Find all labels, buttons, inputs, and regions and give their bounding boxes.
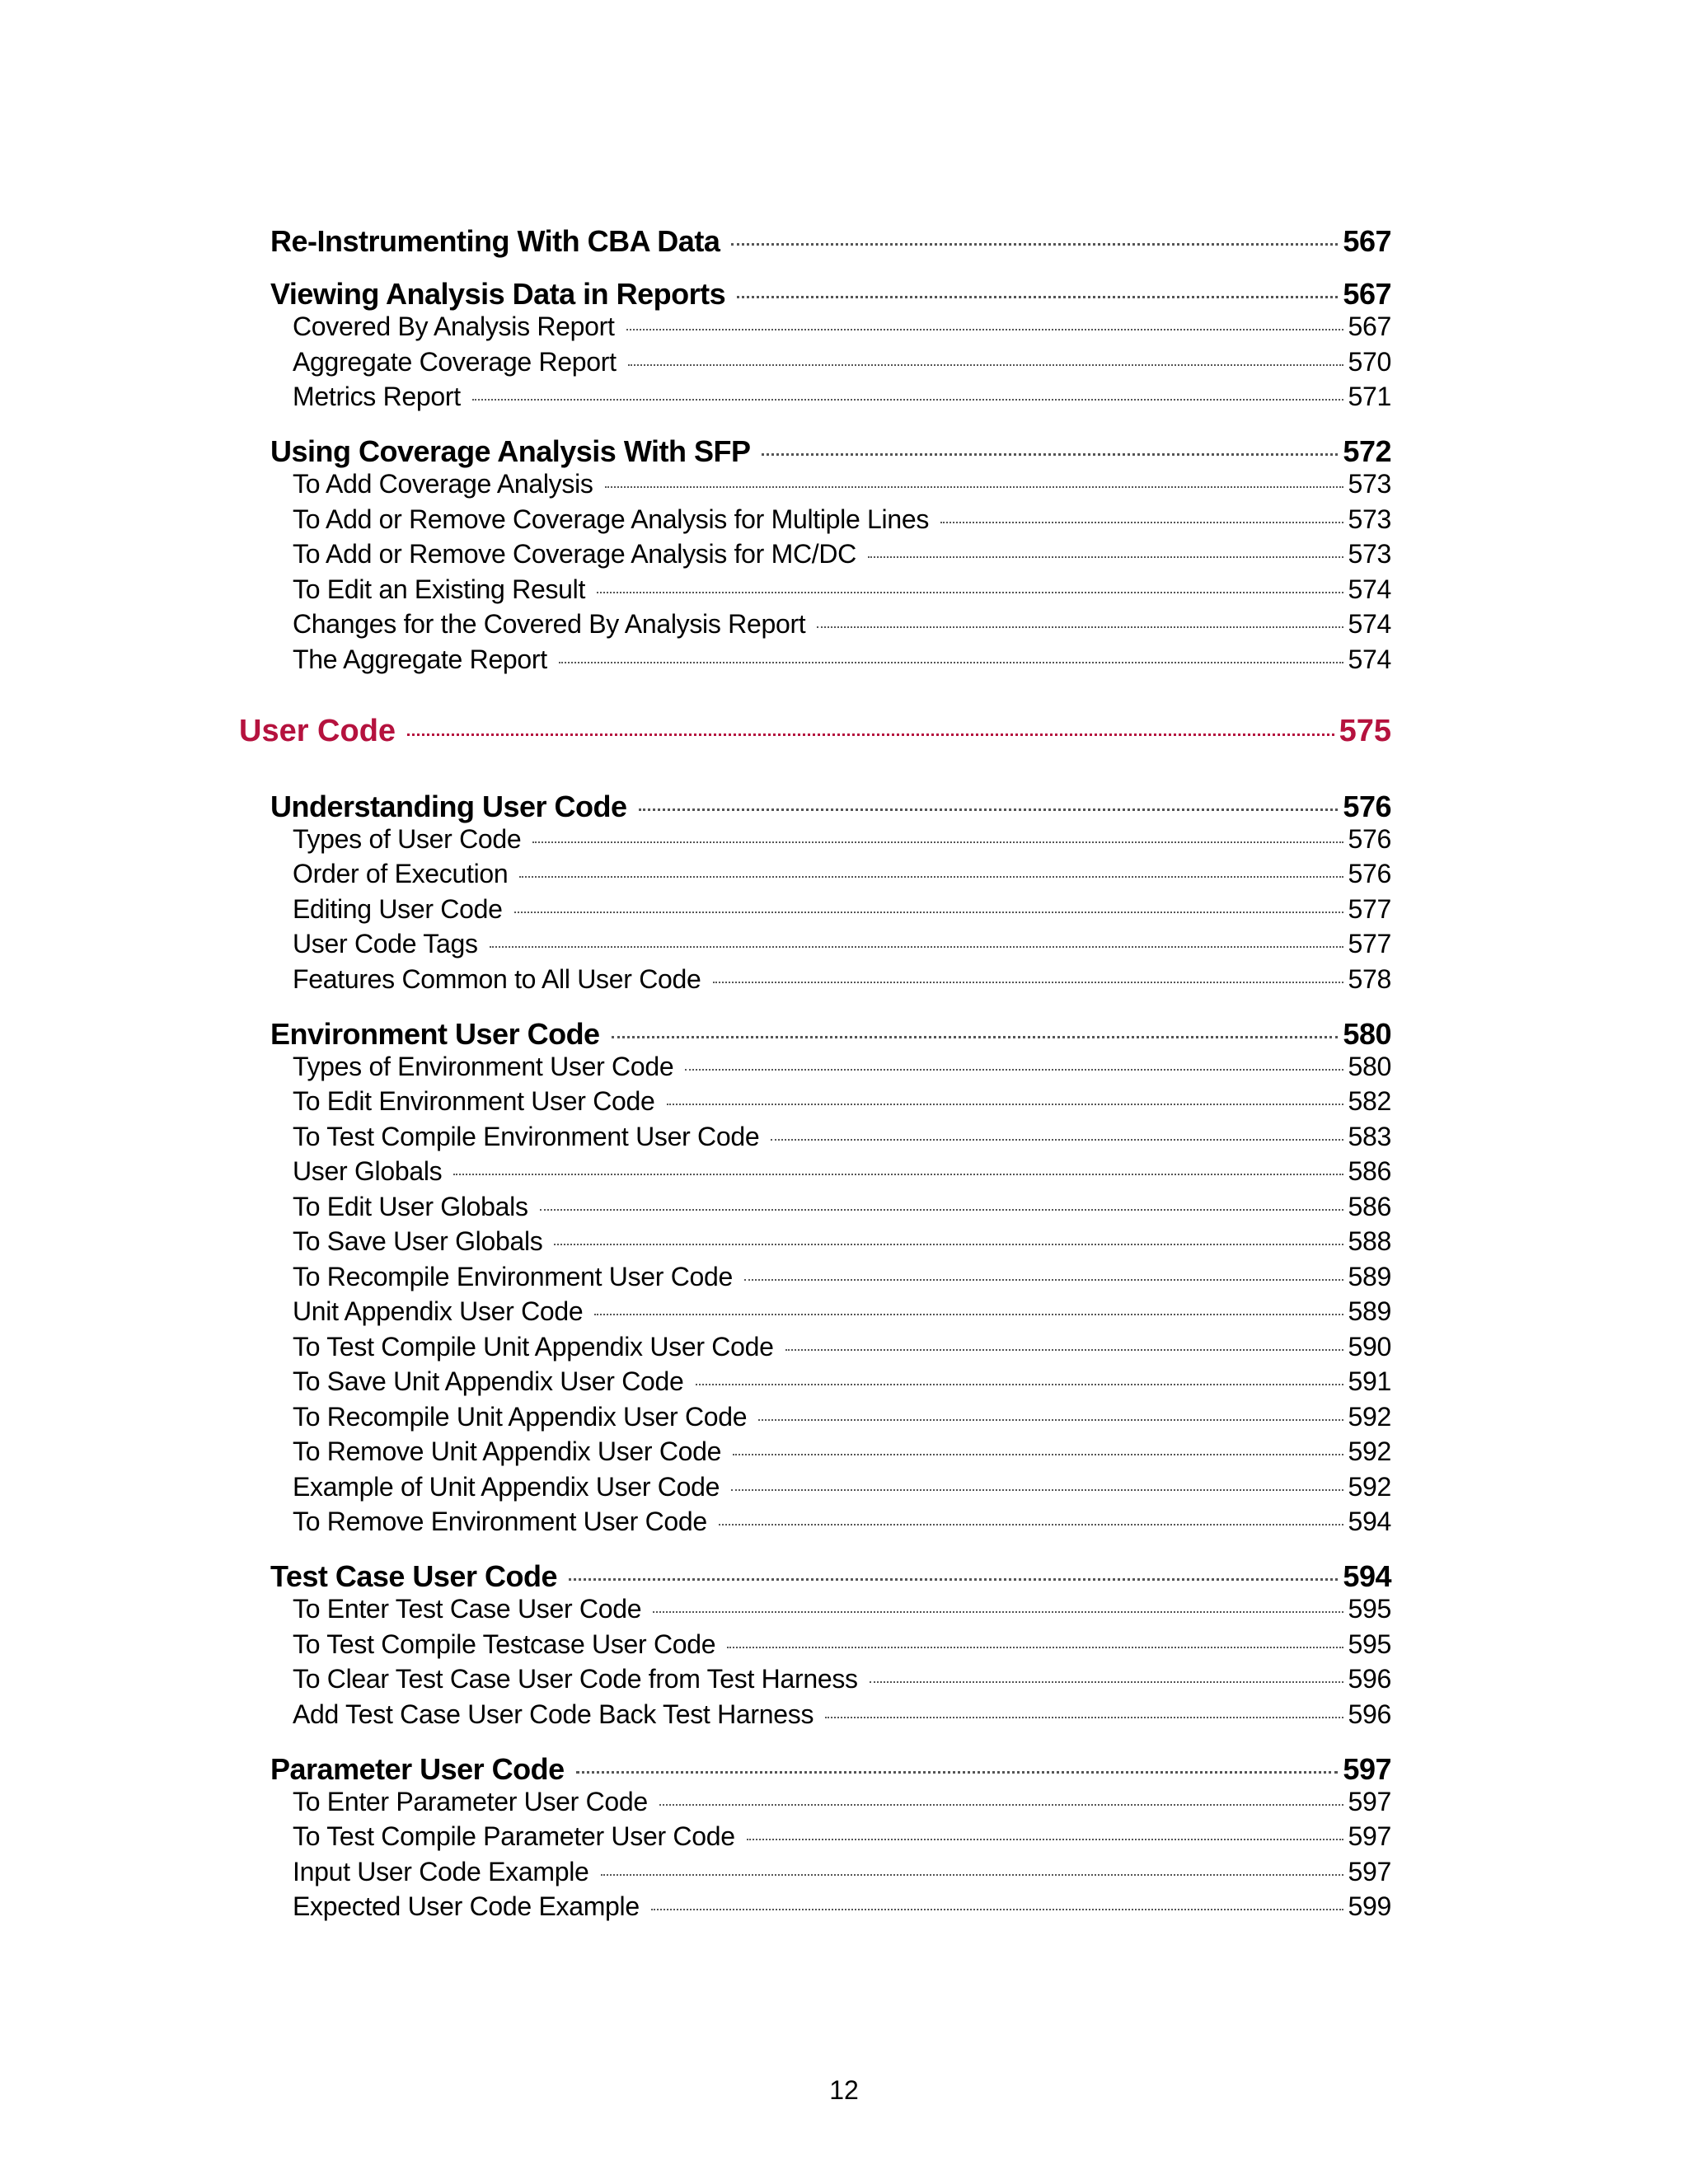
toc-subsection-entry[interactable] xyxy=(293,859,1391,889)
toc-entry-page: 586 xyxy=(1348,1156,1391,1186)
toc-subsection-entry[interactable] xyxy=(293,964,1391,995)
toc-entry-title: User Code Tags xyxy=(293,929,478,958)
toc-section-entry[interactable] xyxy=(270,1752,1391,1787)
dot-leader xyxy=(639,808,1339,811)
toc-subsection-entry[interactable] xyxy=(293,1787,1391,1817)
dot-leader xyxy=(825,1717,1343,1718)
toc-entry-page: 583 xyxy=(1348,1121,1391,1151)
toc-subsection-entry[interactable] xyxy=(293,347,1391,377)
toc-subsection-entry[interactable] xyxy=(293,1122,1391,1152)
toc-entry-page: 597 xyxy=(1348,1856,1391,1886)
dot-leader xyxy=(785,1349,1343,1351)
dot-leader xyxy=(659,1804,1343,1806)
toc-subsection-entry[interactable] xyxy=(293,1507,1391,1537)
toc-chapter-entry[interactable] xyxy=(239,714,1391,749)
toc-entry-title: To Edit Environment User Code xyxy=(293,1086,655,1116)
dot-leader xyxy=(747,1839,1343,1840)
toc-entry-title: Parameter User Code xyxy=(270,1751,565,1786)
toc-subsection-entry[interactable] xyxy=(293,1436,1391,1467)
toc-entry-title: To Recompile Environment User Code xyxy=(293,1261,734,1291)
dot-leader xyxy=(569,1578,1338,1581)
toc-entry-page: 592 xyxy=(1348,1471,1391,1502)
toc-subsection-entry[interactable] xyxy=(293,1086,1391,1117)
toc-entry-page: 591 xyxy=(1348,1366,1391,1396)
toc-entry-title: Using Coverage Analysis With SFP xyxy=(270,434,751,468)
toc-subsection-entry[interactable] xyxy=(293,1594,1391,1624)
toc-subsection-entry[interactable] xyxy=(293,929,1391,959)
toc-subsection-entry[interactable] xyxy=(293,504,1391,535)
toc-entry-page: 594 xyxy=(1348,1507,1391,1536)
toc-subsection-entry[interactable] xyxy=(293,312,1391,342)
dot-leader xyxy=(727,1647,1343,1648)
dot-leader xyxy=(696,1384,1343,1385)
toc-entry-title: To Recompile Unit Appendix User Code xyxy=(293,1401,748,1432)
toc-entry-page: 595 xyxy=(1348,1594,1391,1624)
dot-leader xyxy=(713,982,1343,983)
dot-leader xyxy=(490,946,1343,948)
dot-leader xyxy=(758,1419,1343,1421)
dot-leader xyxy=(540,1209,1343,1211)
toc-entry-title: To Enter Test Case User Code xyxy=(293,1594,642,1624)
toc-entry-title: To Test Compile Testcase User Code xyxy=(293,1629,716,1659)
toc-entry-title: Expected User Code Example xyxy=(293,1891,640,1921)
toc-entry-title: Aggregate Coverage Report xyxy=(293,346,617,377)
toc-entry-title: Metrics Report xyxy=(293,382,461,411)
dot-leader xyxy=(594,1314,1343,1315)
toc-entry-page: 574 xyxy=(1348,574,1391,604)
toc-entry-page: 571 xyxy=(1348,382,1391,411)
toc-entry-page: 582 xyxy=(1348,1086,1391,1116)
toc-subsection-entry[interactable] xyxy=(293,824,1391,855)
toc-section-entry[interactable] xyxy=(270,1559,1391,1594)
toc-entry-title: Order of Execution xyxy=(293,859,509,888)
toc-entry-title: Test Case User Code xyxy=(270,1559,557,1593)
toc-entry-title: To Save User Globals xyxy=(293,1226,543,1256)
toc-entry-page: 576 xyxy=(1348,823,1391,854)
toc-subsection-entry[interactable] xyxy=(293,1262,1391,1292)
dot-leader xyxy=(407,733,1334,736)
toc-entry-page: 589 xyxy=(1348,1296,1391,1326)
toc-entry-page: 592 xyxy=(1348,1401,1391,1432)
toc-entry-page: 572 xyxy=(1343,434,1391,468)
toc-entry-title: Changes for the Covered By Analysis Report xyxy=(293,609,806,639)
toc-entry-title: Covered By Analysis Report xyxy=(293,312,615,341)
toc-subsection-entry[interactable] xyxy=(293,1699,1391,1730)
toc-section-entry[interactable] xyxy=(270,1017,1391,1052)
dot-leader xyxy=(597,592,1343,593)
toc-entry-title: Understanding User Code xyxy=(270,789,627,823)
toc-entry-page: 577 xyxy=(1348,929,1391,958)
toc-subsection-entry[interactable] xyxy=(293,1226,1391,1257)
dot-leader xyxy=(870,1681,1343,1683)
toc-entry-title: To Test Compile Parameter User Code xyxy=(293,1821,735,1851)
dot-leader xyxy=(731,1489,1343,1491)
toc-subsection-entry[interactable] xyxy=(293,1366,1391,1397)
toc-entry-page: 567 xyxy=(1348,312,1391,341)
dot-leader xyxy=(532,841,1343,843)
toc-entry-title: To Edit User Globals xyxy=(293,1191,528,1221)
toc-subsection-entry[interactable] xyxy=(293,1629,1391,1660)
toc-entry-title: Example of Unit Appendix User Code xyxy=(293,1471,720,1502)
toc-section-entry[interactable] xyxy=(270,277,1391,312)
dot-leader xyxy=(940,522,1343,523)
toc-entry-title: Environment User Code xyxy=(270,1016,600,1051)
dot-leader xyxy=(514,912,1343,913)
toc-subsection-entry[interactable] xyxy=(293,1052,1391,1082)
dot-leader xyxy=(653,1611,1343,1613)
toc-entry-page: 586 xyxy=(1348,1191,1391,1221)
toc-entry-page: 590 xyxy=(1348,1331,1391,1361)
toc-entry-title: To Add or Remove Coverage Analysis for MC/DC xyxy=(293,539,856,569)
toc-entry-page: 573 xyxy=(1348,504,1391,534)
dot-leader xyxy=(762,453,1338,456)
dot-leader xyxy=(453,1174,1343,1175)
toc-subsection-entry[interactable] xyxy=(293,1402,1391,1432)
toc-entry-title: To Remove Unit Appendix User Code xyxy=(293,1436,722,1466)
toc-entry-page: 567 xyxy=(1343,224,1391,258)
toc-subsection-entry[interactable] xyxy=(293,1296,1391,1327)
dot-leader xyxy=(559,662,1343,663)
dot-leader xyxy=(472,399,1343,401)
toc-entry-page: 589 xyxy=(1348,1261,1391,1291)
dot-leader xyxy=(554,1244,1343,1245)
toc-entry-page: 597 xyxy=(1348,1821,1391,1851)
toc-entry-page: 576 xyxy=(1343,789,1391,823)
dot-leader xyxy=(626,329,1343,330)
toc-subsection-entry[interactable] xyxy=(293,539,1391,569)
toc-subsection-entry[interactable] xyxy=(293,1891,1391,1922)
dot-leader xyxy=(605,486,1343,488)
toc-subsection-entry[interactable] xyxy=(293,1472,1391,1502)
toc-entry-page: 580 xyxy=(1343,1016,1391,1051)
toc-entry-page: 577 xyxy=(1348,893,1391,924)
toc-entry-title: To Add or Remove Coverage Analysis for Multiple Lines xyxy=(293,504,930,534)
toc-entry-page: 596 xyxy=(1348,1699,1391,1729)
toc-entry-title: User Code xyxy=(239,713,396,748)
dot-leader xyxy=(737,296,1338,298)
toc-entry-page: 570 xyxy=(1348,346,1391,377)
dot-leader xyxy=(601,1874,1343,1876)
toc-entry-page: 574 xyxy=(1348,609,1391,639)
toc-subsection-entry[interactable] xyxy=(293,1156,1391,1187)
dot-leader xyxy=(628,364,1343,366)
dot-leader xyxy=(667,1104,1343,1105)
toc-section-entry[interactable] xyxy=(270,434,1391,469)
toc-subsection-entry[interactable] xyxy=(293,644,1391,675)
dot-leader xyxy=(612,1036,1339,1038)
toc-entry-page: 576 xyxy=(1348,859,1391,888)
toc-entry-title: To Add Coverage Analysis xyxy=(293,469,593,499)
toc-subsection-entry[interactable] xyxy=(293,609,1391,640)
toc-entry-title: Unit Appendix User Code xyxy=(293,1296,584,1326)
toc-entry-title: Input User Code Example xyxy=(293,1856,589,1886)
toc-entry-title: Re-Instrumenting With CBA Data xyxy=(270,224,720,258)
toc-subsection-entry[interactable] xyxy=(293,1857,1391,1887)
toc-entry-page: 574 xyxy=(1348,644,1391,674)
toc-entry-page: 596 xyxy=(1348,1664,1391,1694)
dot-leader xyxy=(719,1524,1343,1526)
toc-entry-title: Types of User Code xyxy=(293,823,522,854)
toc-section-entry[interactable] xyxy=(270,224,1391,259)
toc-section-entry[interactable] xyxy=(270,790,1391,824)
toc-entry-title: To Clear Test Case User Code from Test Harness xyxy=(293,1664,858,1694)
toc-entry-title: To Edit an Existing Result xyxy=(293,574,586,604)
toc-entry-title: To Remove Environment User Code xyxy=(293,1507,707,1536)
dot-leader xyxy=(651,1909,1343,1910)
toc-entry-page: 594 xyxy=(1343,1559,1391,1593)
dot-leader xyxy=(771,1139,1343,1141)
toc-entry-page: 599 xyxy=(1348,1891,1391,1921)
toc-entry-title: The Aggregate Report xyxy=(293,644,547,674)
dot-leader xyxy=(817,626,1343,628)
dot-leader xyxy=(519,876,1343,878)
toc-entry-page: 588 xyxy=(1348,1226,1391,1256)
toc-entry-page: 573 xyxy=(1348,469,1391,499)
toc-entry-title: Editing User Code xyxy=(293,893,503,924)
toc-entry-page: 567 xyxy=(1343,277,1391,311)
toc-entry-title: To Test Compile Environment User Code xyxy=(293,1121,760,1151)
toc-subsection-entry[interactable] xyxy=(293,574,1391,605)
dot-leader xyxy=(733,1454,1343,1455)
toc-entry-page: 592 xyxy=(1348,1436,1391,1466)
toc-entry-title: Viewing Analysis Data in Reports xyxy=(270,277,726,311)
toc-entry-title: To Save Unit Appendix User Code xyxy=(293,1366,684,1396)
dot-leader xyxy=(868,556,1343,558)
toc-entry-page: 575 xyxy=(1339,713,1391,748)
toc-entry-title: To Test Compile Unit Appendix User Code xyxy=(293,1331,774,1361)
toc-entry-title: User Globals xyxy=(293,1156,443,1186)
toc-entry-page: 597 xyxy=(1348,1786,1391,1816)
toc-entry-page: 573 xyxy=(1348,539,1391,569)
dot-leader xyxy=(685,1069,1343,1071)
toc-entry-title: To Enter Parameter User Code xyxy=(293,1786,648,1816)
page-number: 12 xyxy=(829,2075,859,2105)
toc-entry-page: 578 xyxy=(1348,963,1391,994)
toc-subsection-entry[interactable] xyxy=(293,1332,1391,1362)
toc-subsection-entry[interactable] xyxy=(293,469,1391,499)
toc-subsection-entry[interactable] xyxy=(293,382,1391,412)
toc-entry-title: Add Test Case User Code Back Test Harness xyxy=(293,1699,814,1729)
dot-leader xyxy=(744,1279,1343,1281)
toc-subsection-entry[interactable] xyxy=(293,1664,1391,1694)
toc-entry-title: Features Common to All User Code xyxy=(293,963,701,994)
dot-leader xyxy=(576,1771,1339,1774)
toc-entry-page: 597 xyxy=(1343,1751,1391,1786)
toc-subsection-entry[interactable] xyxy=(293,1192,1391,1222)
toc-entry-page: 595 xyxy=(1348,1629,1391,1659)
dot-leader xyxy=(731,243,1338,246)
toc-entry-title: Types of Environment User Code xyxy=(293,1051,674,1081)
toc-entry-page: 580 xyxy=(1348,1051,1391,1081)
toc-subsection-entry[interactable] xyxy=(293,894,1391,925)
toc-subsection-entry[interactable] xyxy=(293,1821,1391,1852)
